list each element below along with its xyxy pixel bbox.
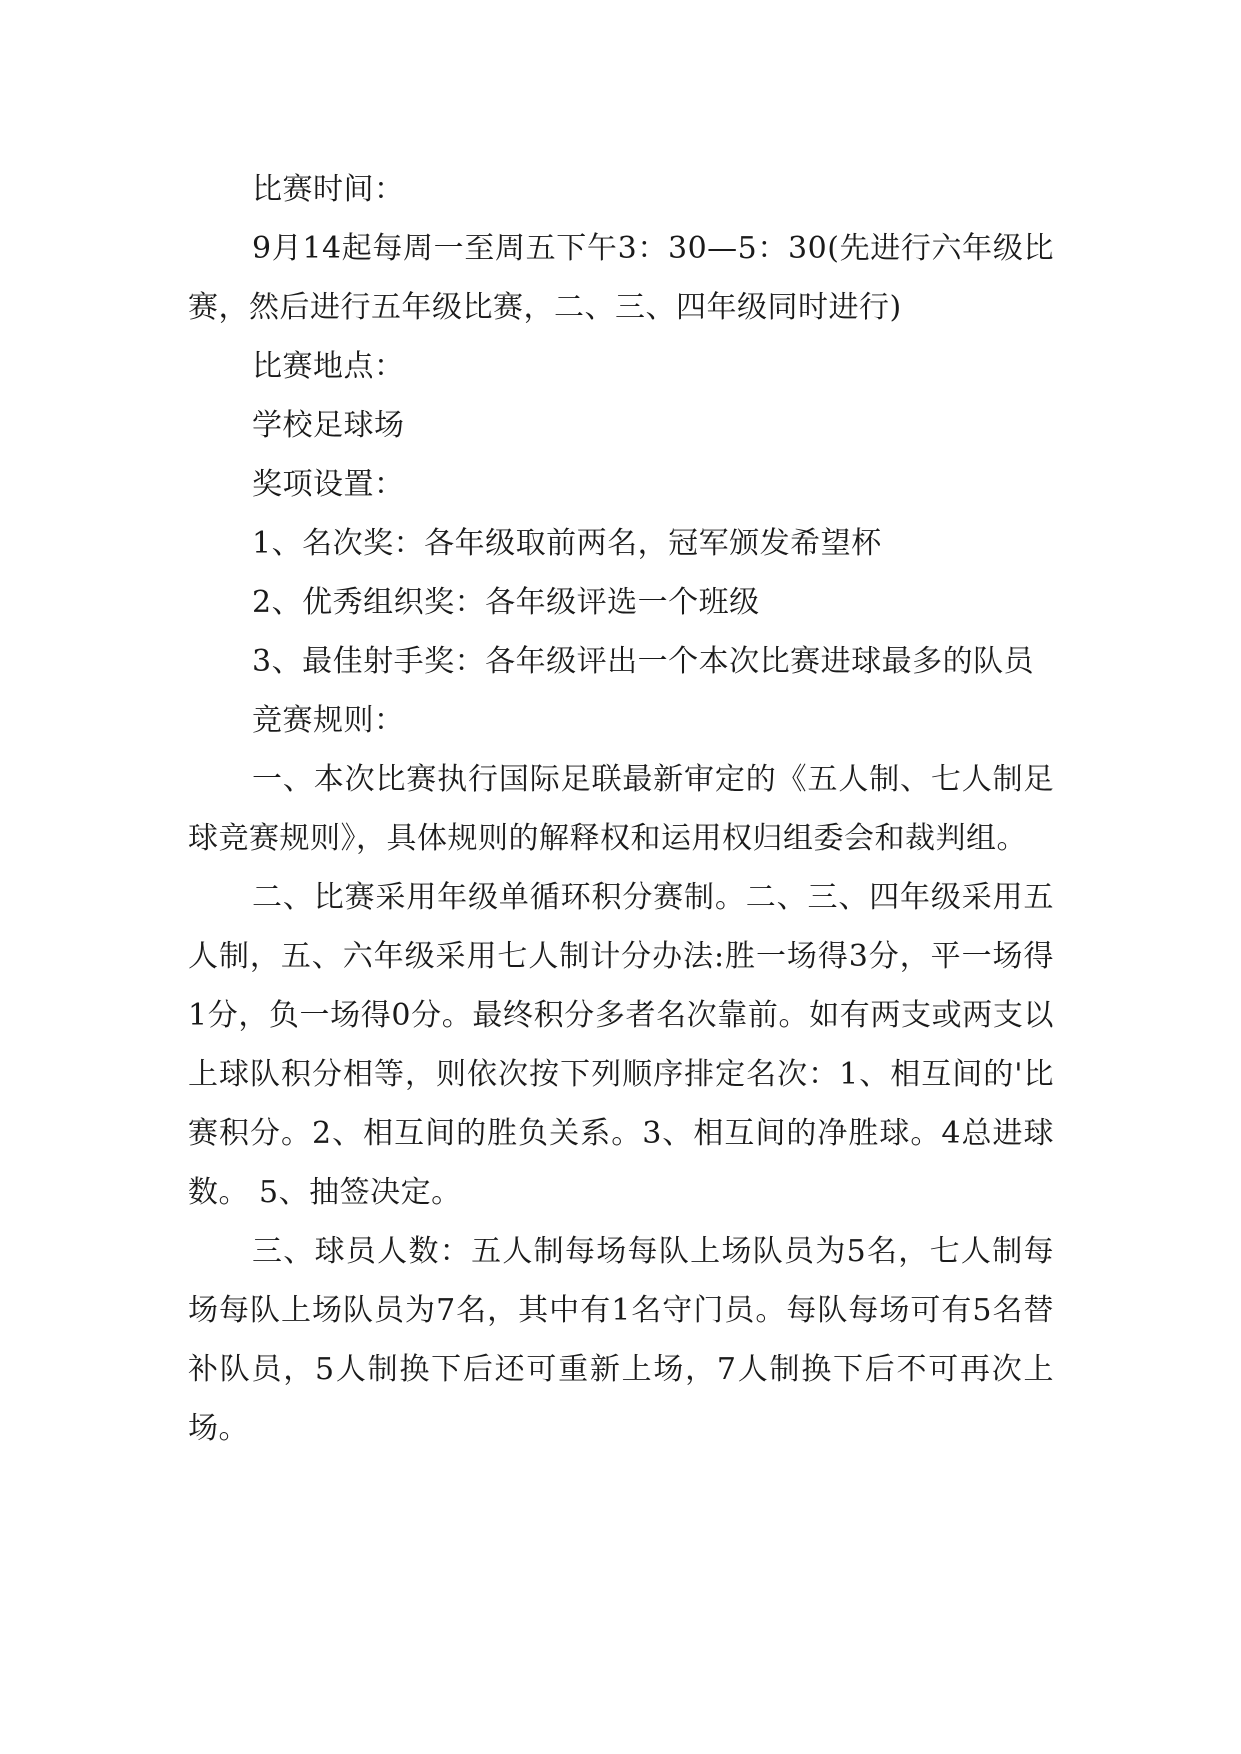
rule-one: 一、本次比赛执行国际足联最新审定的《五人制、七人制足球竞赛规则》，具体规则的解释权和运用权归组委会和裁判组。 bbox=[188, 762, 1054, 856]
heading-match-time: 比赛时间： bbox=[252, 172, 405, 207]
award-item-ranking: 1、名次奖：各年级取前两名，冠军颁发希望杯 bbox=[252, 526, 882, 561]
rule-three: 三、球员人数：五人制每场每队上场队员为5名，七人制每场每队上场队员为7名，其中有1名守门员。每队每场可有5名替补队员，5人制换下后还可重新上场，7人制换下后不可再次上场。 bbox=[188, 1234, 1054, 1446]
heading-awards: 奖项设置： bbox=[252, 467, 405, 502]
match-venue-text: 学校足球场 bbox=[252, 408, 405, 443]
award-item-top-scorer: 3、最佳射手奖：各年级评出一个本次比赛进球最多的队员 bbox=[252, 644, 1035, 679]
heading-match-venue: 比赛地点： bbox=[252, 349, 405, 384]
heading-rules: 竞赛规则： bbox=[252, 703, 405, 738]
award-item-organization: 2、优秀组织奖：各年级评选一个班级 bbox=[252, 585, 760, 620]
document-body bbox=[188, 160, 1054, 1458]
rule-two: 二、比赛采用年级单循环积分赛制。二、三、四年级采用五人制，五、六年级采用七人制计分办法:胜一场得3分，平一场得1分，负一场得0分。最终积分多者名次靠前。如有两支或两支以上球队积分相等，则依次按下列顺序排定名次：1、相互间的'比赛积分。2、相互间的胜负关系。3、相互间的净胜球。4总进球数。 5、抽签决定。 bbox=[188, 880, 1054, 1210]
match-time-text: 9月14起每周一至周五下午3：30—5：30(先进行六年级比赛，然后进行五年级比赛，二、三、四年级同时进行) bbox=[188, 231, 1054, 325]
